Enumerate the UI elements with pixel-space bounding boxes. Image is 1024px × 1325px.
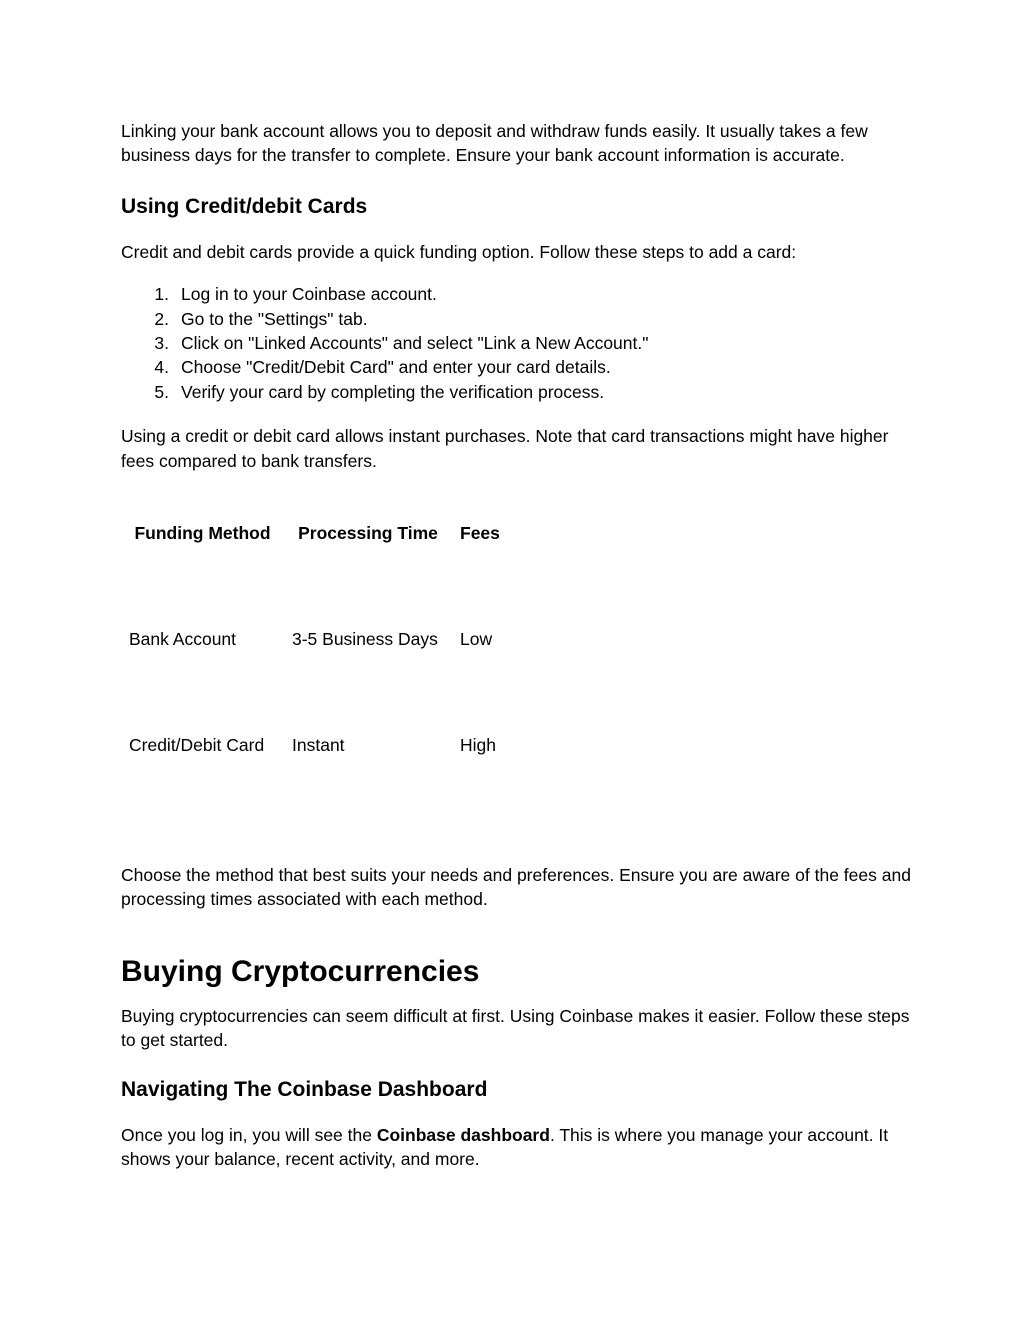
cards-section-heading: Using Credit/debit Cards bbox=[121, 194, 368, 218]
list-item bbox=[121, 355, 911, 379]
list-item-number: 4. bbox=[154, 357, 169, 378]
table-cell: Credit/Debit Card bbox=[129, 735, 265, 756]
cards-intro-paragraph: Credit and debit cards provide a quick funding option. Follow these steps to add a card: bbox=[121, 241, 797, 262]
table-header-cell: Funding Method bbox=[134, 523, 271, 544]
table-header-row bbox=[121, 521, 500, 627]
table-cell: High bbox=[460, 735, 496, 756]
table-header-cell: Processing Time bbox=[298, 523, 438, 544]
list-item-number: 1. bbox=[154, 284, 169, 305]
dashboard-text-before: Once you log in, you will see the bbox=[121, 1124, 377, 1145]
list-item-text: Verify your card by completing the verification process. bbox=[181, 381, 605, 402]
list-item-number: 5. bbox=[154, 381, 169, 402]
list-item bbox=[121, 331, 911, 355]
list-item-text: Log in to your Coinbase account. bbox=[181, 284, 437, 305]
bank-linking-paragraph: Linking your bank account allows you to deposit and withdraw funds easily. It usually takes a few business days for the transfer to complete. Ensure your bank account information is accurate. bbox=[121, 121, 868, 166]
card-note-paragraph: Using a credit or debit card allows instant purchases. Note that card transactions might have higher fees compared to bank transfers. bbox=[121, 426, 889, 471]
buying-section-heading: Buying Cryptocurrencies bbox=[121, 954, 480, 988]
choose-method-paragraph: Choose the method that best suits your needs and preferences. Ensure you are aware of the fees and processing times associated with each method. bbox=[121, 865, 911, 910]
document-page bbox=[121, 117, 911, 1172]
funding-methods-table bbox=[121, 521, 500, 839]
list-item-number: 3. bbox=[154, 333, 169, 354]
list-item-text: Go to the "Settings" tab. bbox=[181, 308, 368, 329]
list-item-number: 2. bbox=[154, 308, 169, 329]
table-cell: Bank Account bbox=[129, 629, 237, 650]
dashboard-text-after: . This is where you manage your account. It shows your balance, recent activity, and more. bbox=[121, 1124, 889, 1170]
table-row bbox=[121, 733, 500, 839]
list-item bbox=[121, 307, 911, 331]
table-cell: 3-5 Business Days bbox=[292, 629, 438, 650]
table-cell: Low bbox=[460, 629, 493, 650]
dashboard-section-heading: Navigating The Coinbase Dashboard bbox=[121, 1077, 488, 1101]
list-item bbox=[121, 380, 911, 404]
buying-intro-paragraph: Buying cryptocurrencies can seem difficult at first. Using Coinbase makes it easier. Follow these steps to get started. bbox=[121, 1005, 910, 1051]
dashboard-paragraph bbox=[121, 1123, 911, 1172]
dashboard-bold-term: Coinbase dashboard bbox=[376, 1124, 550, 1145]
list-item-text: Choose "Credit/Debit Card" and enter your card details. bbox=[181, 357, 611, 378]
list-item bbox=[121, 282, 911, 306]
table-row bbox=[121, 627, 500, 733]
list-item-text: Click on "Linked Accounts" and select "Link a New Account." bbox=[181, 333, 649, 354]
table-cell: Instant bbox=[292, 735, 345, 756]
add-card-steps-list bbox=[121, 282, 911, 404]
table-header-cell: Fees bbox=[460, 523, 500, 544]
